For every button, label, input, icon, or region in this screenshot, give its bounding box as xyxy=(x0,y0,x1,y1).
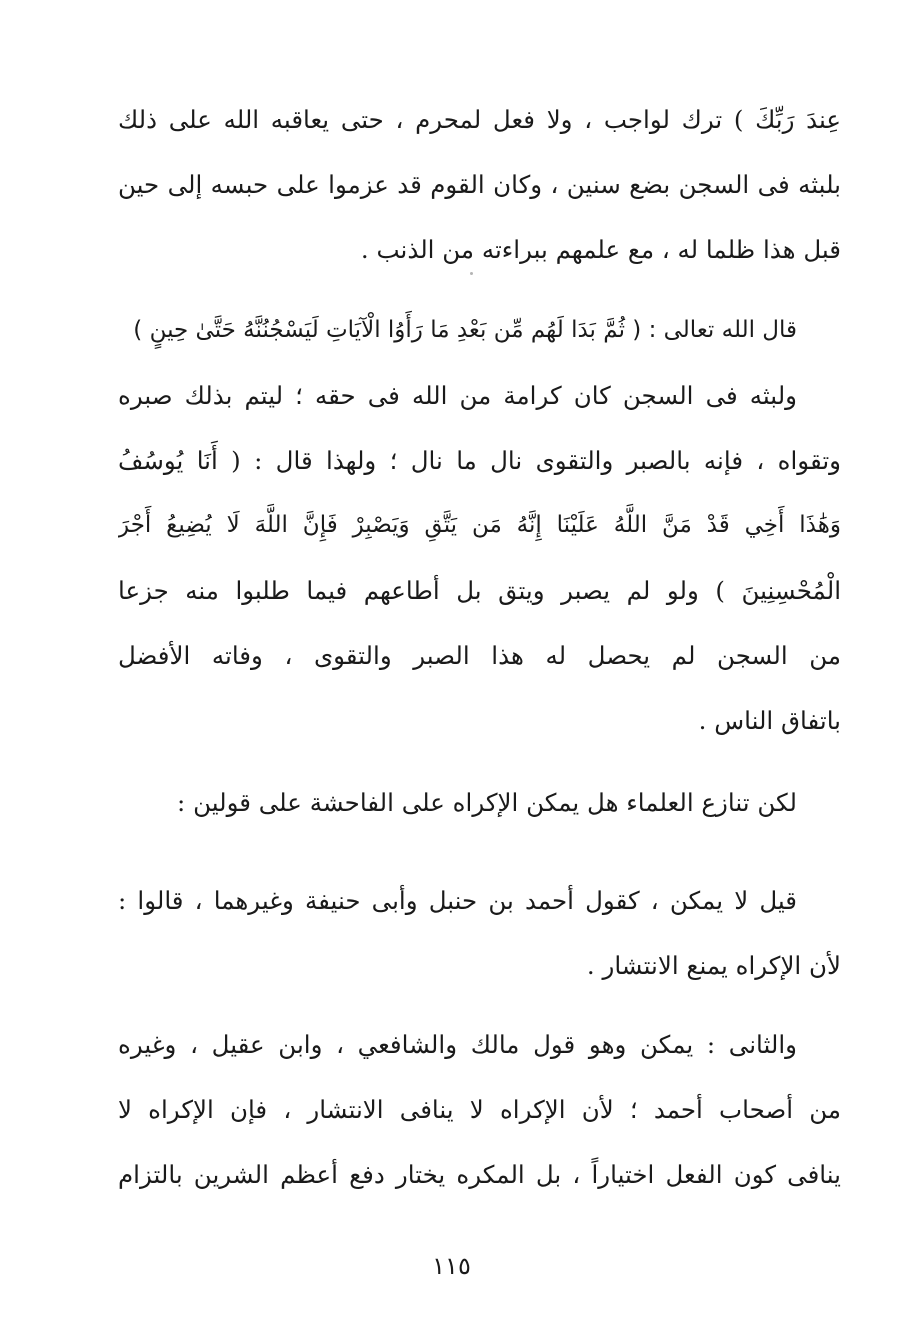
text-line: الْمُحْسِنِينَ ) ولو لم يصبر ويتق بل أطاعهم فيما طلبوا منه جزعا xyxy=(118,576,841,605)
text-line: قيل لا يمكن ، كقول أحمد بن حنبل وأبى حنيفة وغيرهما ، قالوا : xyxy=(118,886,797,915)
text-line: باتفاق الناس . xyxy=(698,706,841,735)
quran-verse-line: قال الله تعالى : ( ثُمَّ بَدَا لَهُم مِّن بَعْدِ مَا رَأَوُا الْآيَاتِ لَيَسْجُنُنَّهُ حَتَّىٰ حِينٍ ) xyxy=(133,317,797,343)
paragraph-1 xyxy=(118,87,841,282)
text-line: وتقواه ، فإنه بالصبر والتقوى نال ما نال ؛ ولهذا قال : ( أَنَا يُوسُفُ xyxy=(118,446,841,475)
text-line: لكن تنازع العلماء هل يمكن الإكراه على الفاحشة على قولين : xyxy=(177,788,797,817)
paragraph-4 xyxy=(118,868,841,998)
text-line: ولبثه فى السجن كان كرامة من الله فى حقه ؛ ليتم بذلك صبره xyxy=(118,381,797,410)
paragraph-2 xyxy=(118,298,841,753)
paragraph-5 xyxy=(118,1012,841,1207)
text-line: بلبثه فى السجن بضع سنين ، وكان القوم قد عزموا على حبسه إلى حين xyxy=(118,170,841,199)
text-line: والثانى : يمكن وهو قول مالك والشافعي ، وابن عقيل ، وغيره xyxy=(118,1030,797,1059)
stray-mark xyxy=(470,272,473,275)
text-line: قبل هذا ظلما له ، مع علمهم ببراءته من الذنب . xyxy=(360,235,841,264)
text-line: من أصحاب أحمد ؛ لأن الإكراه لا ينافى الانتشار ، فإن الإكراه لا xyxy=(118,1095,841,1124)
text-line: عِندَ رَبِّكَ ) ترك لواجب ، ولا فعل لمحرم ، حتى يعاقبه الله على ذلك xyxy=(118,105,841,134)
quran-verse-line: وَهَٰذَا أَخِي قَدْ مَنَّ اللَّهُ عَلَيْنَا إِنَّهُ مَن يَتَّقِ وَيَصْبِرْ فَإِنَّ اللَّهَ لَا يُضِيعُ أَجْرَ xyxy=(118,512,841,538)
page-number: ١١٥ xyxy=(432,1252,471,1280)
text-line: ينافى كون الفعل اختياراً ، بل المكره يختار دفع أعظم الشرين بالتزام xyxy=(118,1160,841,1189)
paragraph-3 xyxy=(118,770,841,835)
text-line: لأن الإكراه يمنع الانتشار . xyxy=(586,951,841,980)
text-line: من السجن لم يحصل له هذا الصبر والتقوى ، وفاته الأفضل xyxy=(118,641,841,670)
